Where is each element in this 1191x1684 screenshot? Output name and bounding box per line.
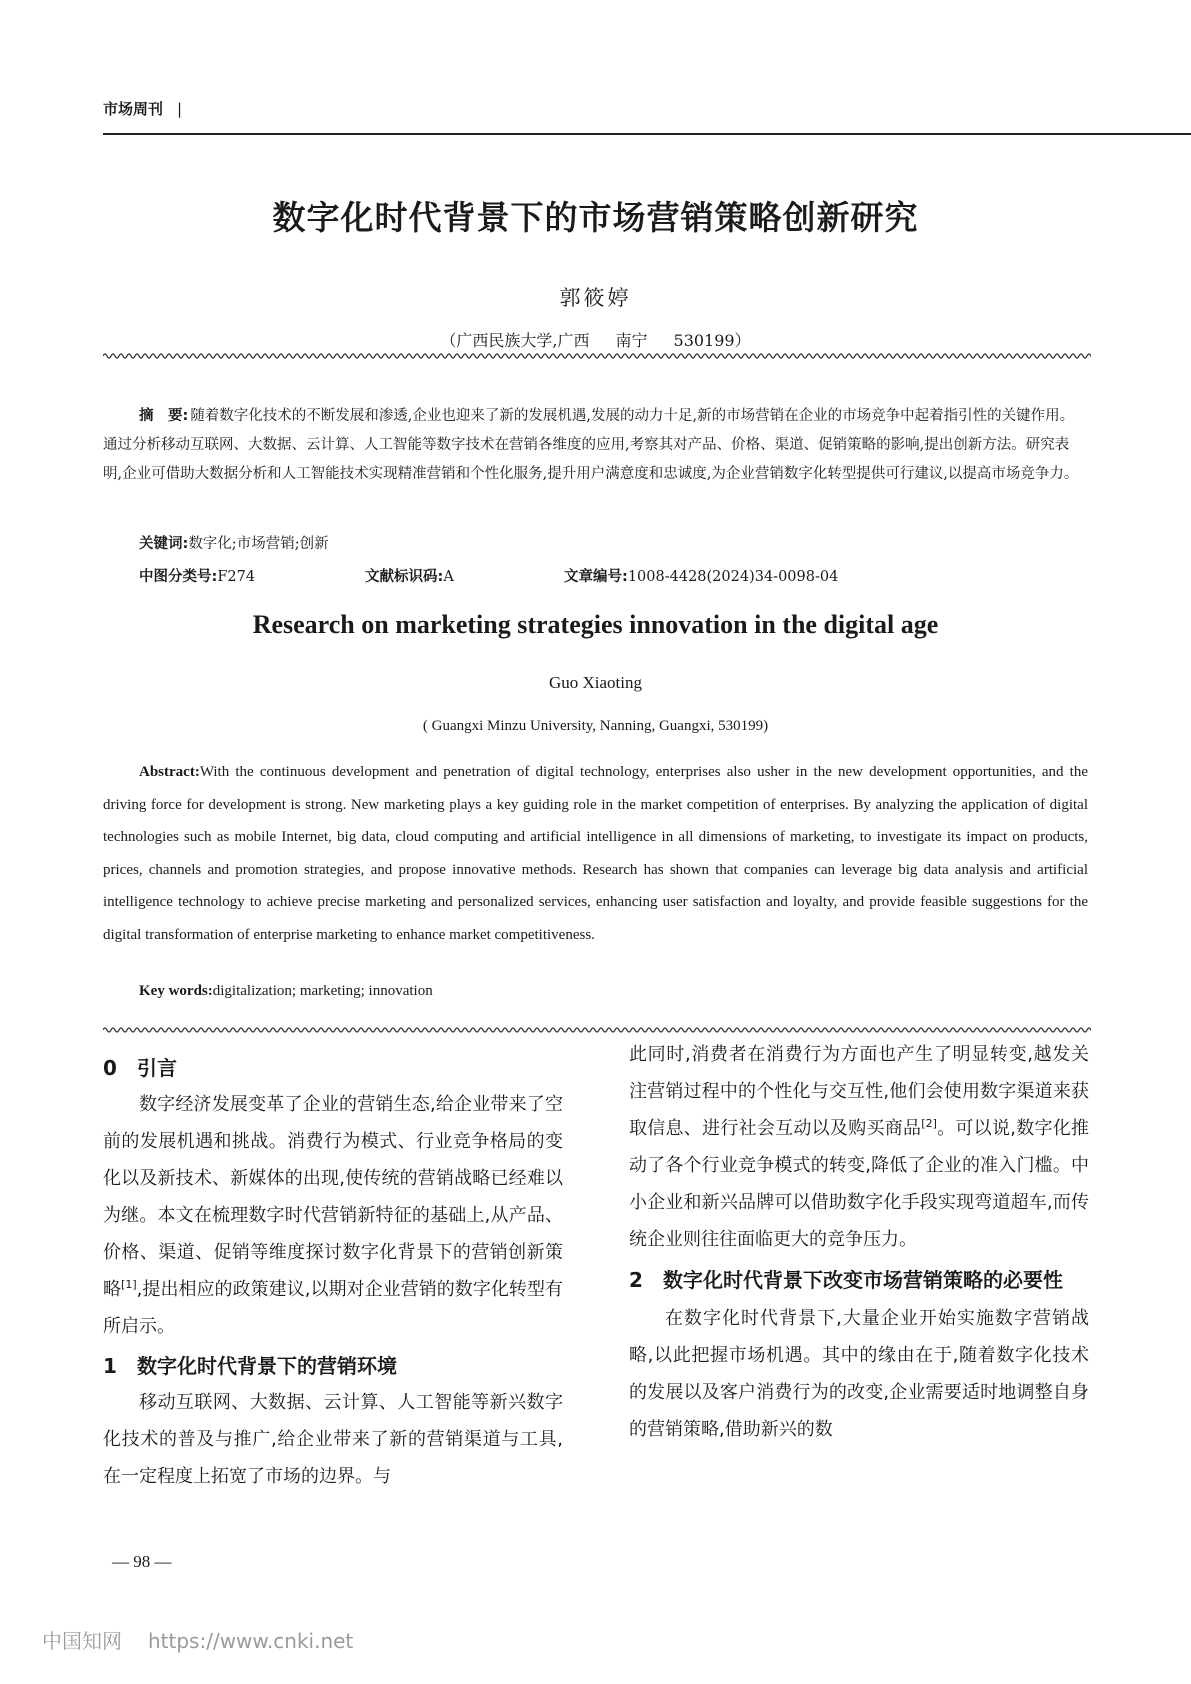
page-number: — 98 — bbox=[112, 1552, 172, 1571]
environment-text-a: 此同时,消费者在消费行为方面也产生了明显转变,越发关注营销过程中的个性化与交互性,他们会使用数字渠道来获取信息、进行社会互动以及购买商品 bbox=[629, 1044, 1089, 1139]
clc-label: 中图分类号: bbox=[139, 569, 218, 585]
body-column-left bbox=[103, 1050, 563, 1495]
clc-value: F274 bbox=[217, 569, 256, 585]
affiliation-open: （ bbox=[440, 331, 457, 350]
author-en: Guo Xiaoting bbox=[548, 673, 643, 692]
wavy-divider-bottom bbox=[103, 1025, 1091, 1035]
affiliation-city: 南宁 bbox=[615, 331, 648, 350]
paragraph-intro bbox=[103, 1086, 563, 1345]
header-separator: | bbox=[177, 100, 183, 118]
author-cn: 郭筱婷 bbox=[559, 286, 632, 310]
running-header bbox=[103, 98, 182, 119]
watermark-url: https://www.cnki.net bbox=[148, 1629, 354, 1653]
header-rule bbox=[103, 133, 1191, 135]
affiliation-en: ( Guangxi Minzu University, Nanning, Guangxi, 530199) bbox=[422, 718, 769, 734]
paragraph-environment: 移动互联网、大数据、云计算、人工智能等新兴数字化技术的普及与推广,给企业带来了新的营销渠道与工具,在一定程度上拓宽了市场的边界。与 bbox=[103, 1392, 563, 1487]
abstract-en-text: With the continuous development and penetration of digital technology, enterprises also usher in the new development opportunities, and the driving force for development is strong. New marketing plays a key guiding role in the market competition of enterprises. By analyzing the application of digital technologies such as mobile Internet, big data, cloud computing and artificial intelligence in all dimensions of marketing, to investigate its impact on products, prices, channels and promotion strategies, and propose innovative methods. Research has shown that companies can leverage big data analysis and artificial intelligence technology to achieve precise marketing and personalized services, enhancing user satisfaction and loyalty, and provide feasible suggestions for the digital transformation of enterprise marketing to enhance market competitiveness. bbox=[103, 764, 1088, 943]
section-heading-2 bbox=[629, 1260, 1089, 1300]
wavy-divider-top bbox=[103, 351, 1091, 361]
keywords-en-text: digitalization; marketing; innovation bbox=[212, 983, 433, 999]
body-column-right bbox=[629, 1036, 1089, 1448]
affiliation-cn bbox=[0, 328, 1191, 351]
paper-title-en: Research on marketing strategies innovation in the digital age bbox=[252, 610, 939, 639]
citation-1: [1] bbox=[121, 1278, 137, 1291]
abstract-cn-label: 摘 要: bbox=[139, 408, 189, 424]
article-id-label: 文章编号: bbox=[564, 569, 628, 585]
paper-title-cn: 数字化时代背景下的市场营销策略创新研究 bbox=[272, 198, 919, 237]
section-number: 2 bbox=[629, 1268, 643, 1292]
affiliation-university: 广西民族大学,广西 bbox=[456, 331, 590, 350]
doc-code-label: 文献标识码: bbox=[365, 569, 444, 585]
affiliation-postcode: 530199 bbox=[673, 331, 735, 350]
abstract-en bbox=[103, 756, 1088, 951]
section-title: 数字化时代背景下的营销环境 bbox=[137, 1354, 397, 1378]
environment-text-b: 。可以说,数字化推动了各个行业竞争模式的转变,降低了企业的准入门槛。中小企业和新兴品牌可以借助数字化手段实现弯道超车,而传统企业则往往面临更大的竞争压力。 bbox=[629, 1118, 1089, 1250]
section-title: 引言 bbox=[137, 1056, 177, 1080]
affiliation-close: ） bbox=[734, 331, 751, 350]
keywords-cn-text: 数字化;市场营销;创新 bbox=[188, 536, 329, 552]
section-number: 0 bbox=[103, 1056, 117, 1080]
article-id-value: 1008-4428(2024)34-0098-04 bbox=[627, 569, 839, 585]
watermark bbox=[42, 1625, 353, 1654]
keywords-en-label: Key words: bbox=[139, 983, 213, 999]
abstract-cn bbox=[103, 402, 1088, 489]
section-title: 数字化时代背景下改变市场营销策略的必要性 bbox=[663, 1268, 1063, 1292]
abstract-cn-text: 随着数字化技术的不断发展和渗透,企业也迎来了新的发展机遇,发展的动力十足,新的市场营销在企业的市场竞争中起着指引性的关键作用。通过分析移动互联网、大数据、云计算、人工智能等数字技术在营销各维度的应用,考察其对产品、价格、渠道、促销策略的影响,提出创新方法。研究表明,企业可借助大数据分析和人工智能技术实现精准营销和个性化服务,提升用户满意度和忠诚度,为企业营销数字化转型提供可行建议,以提高市场竞争力。 bbox=[103, 408, 1079, 482]
watermark-brand: 中国知网 bbox=[42, 1629, 122, 1653]
keywords-cn bbox=[139, 530, 1124, 559]
intro-text-a: 数字经济发展变革了企业的营销生态,给企业带来了空前的发展机遇和挑战。消费行为模式、行业竞争格局的变化以及新技术、新媒体的出现,使传统的营销战略已经难以为继。本文在梳理数字时代营销新特征的基础上,从产品、价格、渠道、促销等维度探讨数字化背景下的营销创新策略 bbox=[103, 1094, 563, 1300]
citation-2: [2] bbox=[921, 1117, 937, 1130]
section-heading-0 bbox=[103, 1050, 563, 1086]
classification-row bbox=[139, 563, 1089, 592]
keywords-cn-label: 关键词: bbox=[139, 536, 189, 552]
abstract-en-label: Abstract: bbox=[139, 764, 200, 780]
section-heading-1 bbox=[103, 1348, 563, 1384]
intro-text-b: ,提出相应的政策建议,以期对企业营销的数字化转型有所启示。 bbox=[103, 1279, 563, 1337]
journal-name: 市场周刊 bbox=[103, 100, 164, 118]
section-number: 1 bbox=[103, 1354, 117, 1378]
paragraph-environment-continued bbox=[629, 1036, 1089, 1258]
doc-code-value: A bbox=[443, 569, 454, 585]
keywords-en bbox=[139, 983, 433, 1000]
paragraph-necessity: 在数字化时代背景下,大量企业开始实施数字营销战略,以此把握市场机遇。其中的缘由在于,随着数字化技术的发展以及客户消费行为的改变,企业需要适时地调整自身的营销策略,借助新兴的数 bbox=[629, 1308, 1089, 1440]
